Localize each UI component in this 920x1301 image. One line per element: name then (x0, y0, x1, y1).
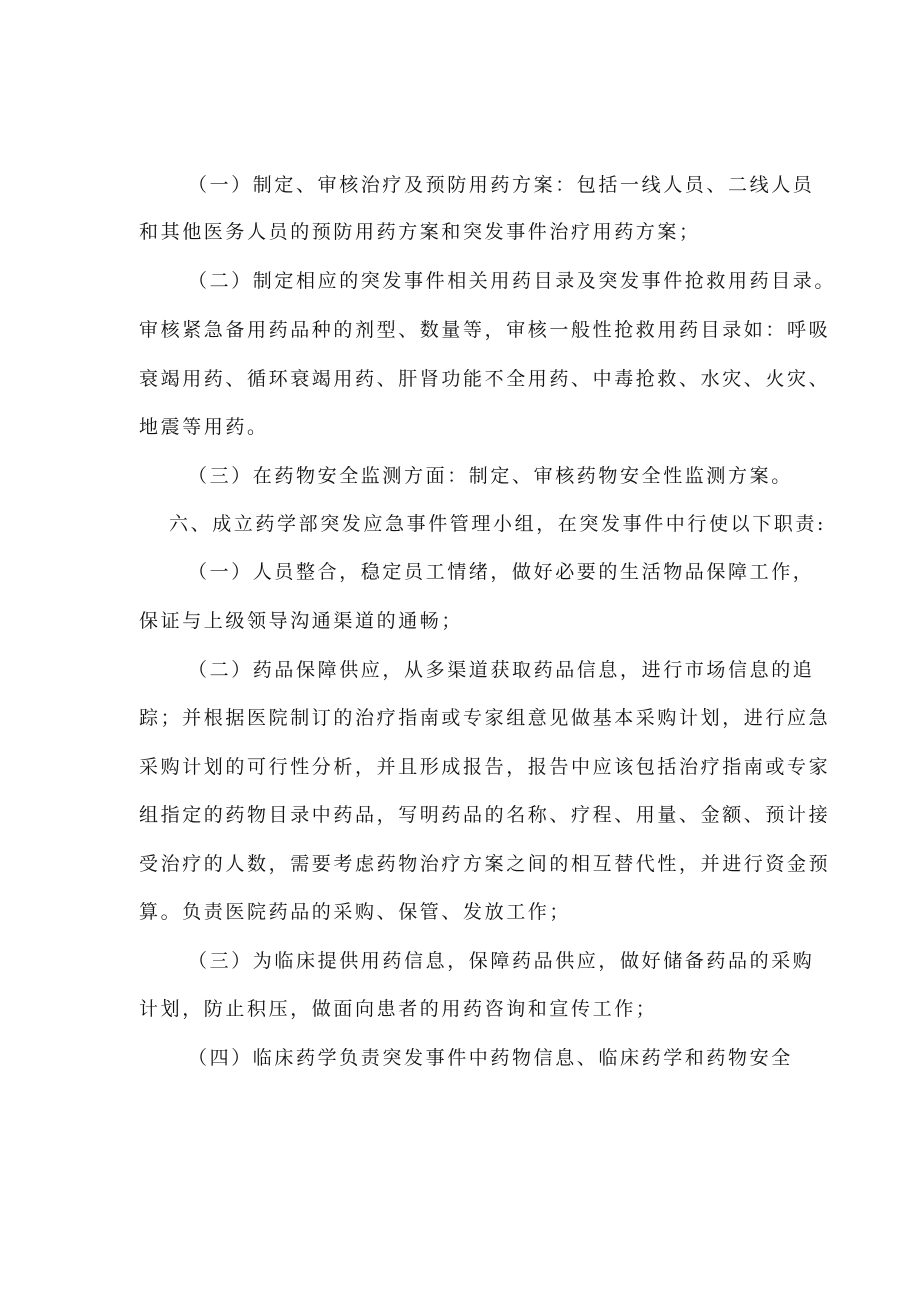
text-line: 踪；并根据医院制订的治疗指南或专家组意见做基本采购计划，进行应急 (139, 707, 831, 729)
text-line: （二）药品保障供应，从多渠道获取药品信息，进行市场信息的追 (188, 659, 815, 681)
text-line: 采购计划的可行性分析，并且形成报告，报告中应该包括治疗指南或专家 (139, 756, 831, 778)
section-heading: 六、成立药学部突发应急事件管理小组，在突发事件中行使以下职责: (169, 513, 827, 535)
text-line: （二）制定相应的突发事件相关用药目录及突发事件抢救用药目录。 (188, 270, 837, 292)
text-line: 保证与上级领导沟通渠道的通畅； (139, 610, 464, 632)
text-line: 衰竭用药、循环衰竭用药、肝肾功能不全用药、中毒抢救、水灾、火灾、 (139, 368, 831, 390)
text-line: 算。负责医院药品的采购、保管、发放工作； (139, 901, 572, 923)
text-line: （一）制定、审核治疗及预防用药方案：包括一线人员、二线人员 (188, 174, 815, 196)
text-line: 组指定的药物目录中药品，写明药品的名称、疗程、用量、金额、预计接 (139, 804, 831, 826)
text-line: 审核紧急备用药品种的剂型、数量等，审核一般性抢救用药目录如：呼吸 (139, 319, 831, 341)
text-line: （四）临床药学负责突发事件中药物信息、临床药学和药物安全 (188, 1047, 793, 1069)
text-line: （三）为临床提供用药信息，保障药品供应，做好储备药品的采购 (188, 950, 815, 972)
text-line: （一）人员整合，稳定员工情绪，做好必要的生活物品保障工作， (188, 561, 815, 583)
text-line: （三）在药物安全监测方面：制定、审核药物安全性监测方案。 (188, 465, 793, 487)
text-line: 受治疗的人数，需要考虑药物治疗方案之间的相互替代性，并进行资金预 (139, 853, 831, 875)
text-line: 地震等用药。 (139, 416, 269, 438)
text-line: 和其他医务人员的预防用药方案和突发事件治疗用药方案； (139, 221, 701, 243)
text-line: 计划，防止积压，做面向患者的用药咨询和宣传工作； (139, 998, 658, 1020)
